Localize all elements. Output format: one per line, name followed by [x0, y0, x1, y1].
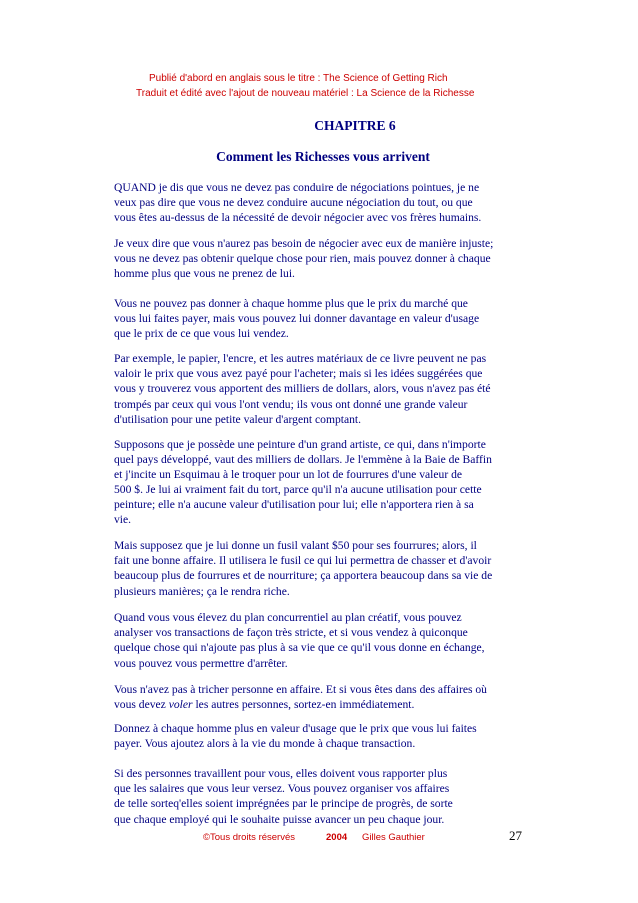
- paragraph-line: homme plus que vous ne prenez de lui.: [114, 267, 295, 281]
- paragraph-line: vous lui faites payer, mais vous pouvez lui donner davantage en valeur d'usage: [114, 312, 480, 326]
- paragraph-line: Je veux dire que vous n'aurez pas besoin de négocier avec eux de manière injuste;: [114, 237, 494, 250]
- paragraph-line: peinture; elle n'a aucune valeur d'utilisation pour lui; elle n'apportera rien à sa: [114, 498, 474, 511]
- paragraph-line: que les salaires que vous leur versez. Vous pouvez organiser vos affaires: [114, 782, 450, 796]
- paragraph-line: Si des personnes travaillent pour vous, elles doivent vous rapporter plus: [114, 767, 448, 780]
- paragraph-line: vous ne devez pas obtenir quelque chose pour rien, mais pouvez donner à chaque: [114, 252, 491, 266]
- paragraph-line: de telle sorteq'elles soient imprégnées par le principe de progrès, de sorte: [114, 797, 453, 811]
- paragraph-line: valoir le prix que vous avez payé pour l'acheter; mais si les idées suggérées que: [114, 367, 483, 381]
- paragraph: [114, 296, 524, 342]
- emphasis: voler: [168, 698, 193, 712]
- paragraph-line: plusieurs manières; ça le rendra riche.: [114, 584, 290, 598]
- paragraph: [114, 610, 524, 671]
- paragraph-line: analyser vos transactions de façon très stricte, et si vous vendez à quiconque: [114, 626, 468, 640]
- footer-year: 2004: [326, 832, 348, 843]
- paragraph-line: vous êtes au-dessus de la nécessité de devoir négocier avec vos frères humains.: [114, 211, 482, 225]
- paragraph-line: d'utilisation pour une petite valeur d'argent comptant.: [114, 412, 362, 426]
- paragraph-line: payer. Vous ajoutez alors à la vie du monde à chaque transaction.: [114, 737, 416, 751]
- paragraph-line: veux pas dire que vous ne devez conduire aucune négociation du tout, ou que: [114, 196, 473, 210]
- paragraph: [114, 236, 524, 282]
- paragraph: [114, 180, 524, 226]
- paragraph: [114, 437, 524, 527]
- paragraph: [114, 682, 524, 712]
- header-original-title: Publié d'abord en anglais sous le titre : The Science of Getting Rich: [149, 73, 448, 84]
- paragraph: [114, 766, 524, 827]
- chapter-number: CHAPITRE 6: [314, 118, 396, 133]
- paragraph-line: beaucoup plus de fourrures et de nourriture; ça apportera beaucoup dans sa vie de: [114, 569, 493, 583]
- paragraph-line: et j'incite un Esquimau à le troquer pour un lot de fourrures d'une valeur de: [114, 468, 463, 481]
- paragraph-line: Mais supposez que je lui donne un fusil valant $50 pour ses fourrures; alors, il: [114, 539, 477, 552]
- paragraph-line: Vous ne pouvez pas donner à chaque homme plus que le prix du marché que: [114, 297, 468, 310]
- chapter-title: Comment les Richesses vous arrivent: [216, 149, 430, 164]
- paragraph-line: Supposons que je possède une peinture d'un grand artiste, ce qui, dans n'importe: [114, 438, 486, 451]
- paragraph-line: trompés par ceux qui vous l'ont vendu; ils vous ont donné une grande valeur: [114, 397, 468, 411]
- paragraph-line: que le prix de ce que vous lui vendez.: [114, 327, 289, 341]
- paragraph: [114, 351, 524, 427]
- paragraph: [114, 721, 524, 751]
- paragraph: [114, 538, 524, 599]
- paragraph-line: Quand vous vous élevez du plan concurrentiel au plan créatif, vous pouvez: [114, 611, 462, 624]
- paragraph-line: vous y trouverez vous apportent des milliers de dollars, alors, vous n'avez pas été: [114, 382, 491, 396]
- paragraph-line: 500 $. Je lui ai vraiment fait du tort, parce qu'il n'a aucune utilisation pour cette: [114, 483, 482, 496]
- footer-copyright: ©Tous droits réservés: [203, 832, 296, 843]
- paragraph-line: fait une bonne affaire. Il utilisera le fusil ce qui lui permettra de chasser et d'avoir: [114, 554, 492, 568]
- page-number: 27: [509, 828, 522, 843]
- header-translation-note: Traduit et édité avec l'ajout de nouveau matériel : La Science de la Richesse: [136, 88, 475, 99]
- paragraph-line: vous pouvez vous permettre d'arrêter.: [114, 656, 288, 670]
- paragraph-line: QUAND je dis que vous ne devez pas conduire de négociations pointues, je ne: [114, 181, 480, 194]
- paragraph-line: quelque chose qui n'ajoute pas plus à sa vie que ce qu'il vous donne en échange,: [114, 641, 485, 655]
- paragraph-line: quel pays développé, vaut des milliers de dollars. Je l'emmène à la Baie de Baffin: [114, 453, 492, 466]
- paragraph-line: vie.: [114, 513, 132, 526]
- paragraph-line: Donnez à chaque homme plus en valeur d'usage que le prix que vous lui faites: [114, 722, 477, 735]
- paragraph-line: Vous n'avez pas à tricher personne en affaire. Et si vous êtes dans des affaires où: [114, 683, 487, 696]
- footer-author: Gilles Gauthier: [362, 832, 425, 843]
- paragraph-line: que chaque employé qui le souhaite puisse avancer un peu chaque jour.: [114, 812, 445, 826]
- paragraph-line: Par exemple, le papier, l'encre, et les autres matériaux de ce livre peuvent ne pas: [114, 352, 487, 365]
- paragraph-line: vous devez voler les autres personnes, sortez-en immédiatement.: [114, 698, 415, 712]
